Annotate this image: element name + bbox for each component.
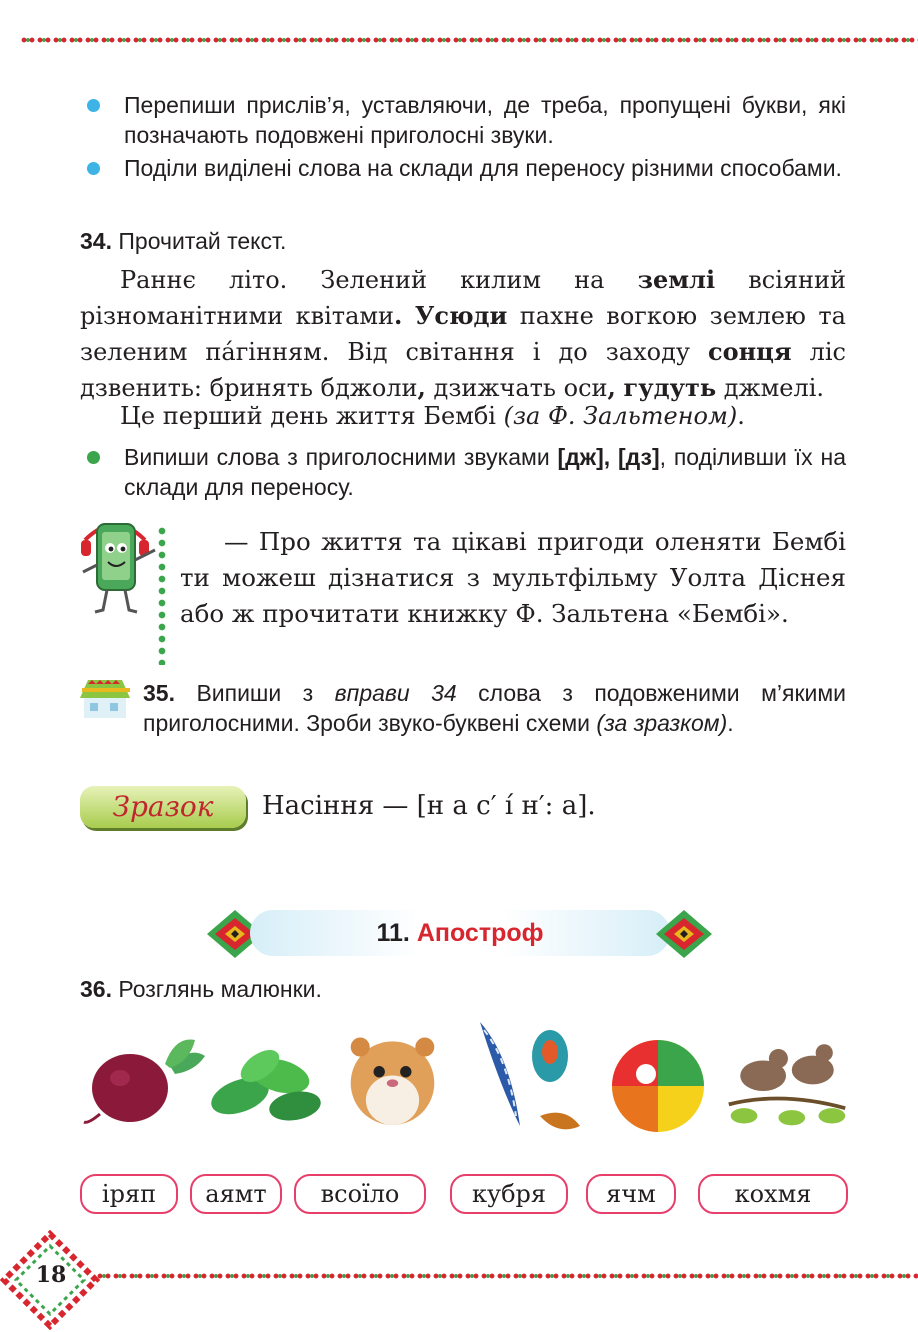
reading-text <box>80 262 846 406</box>
exercise-34-header <box>80 226 286 256</box>
top-border <box>20 36 918 44</box>
text-segment: всіяний різноманітними квітами <box>80 266 846 330</box>
section-heading <box>250 910 670 956</box>
sentence: Це перший день життя Бембі <box>120 402 504 430</box>
word-pill: іряп <box>80 1174 178 1214</box>
reading-text-end <box>120 398 846 434</box>
text-segment: пахне вогкою землею та зеленим па́гінням. Від світання і до заходу <box>80 302 846 366</box>
ball-icon <box>608 1036 708 1136</box>
task-bullet <box>80 442 846 502</box>
section-title: Апостроф <box>416 919 544 947</box>
beet-icon <box>80 1036 210 1126</box>
bullet-text: Поділи виділені слова на склади для переносу різними способами. <box>124 155 842 181</box>
text-segment <box>402 302 414 330</box>
text-segment: дзижчать оси <box>425 374 608 402</box>
exercise-reference: вправи 34 <box>334 680 457 706</box>
source-citation: (за Ф. Зальтеном) <box>503 402 738 430</box>
birds-icon <box>722 1028 852 1133</box>
word-pill: ячм <box>586 1174 676 1214</box>
bold-word: сонця <box>707 337 792 366</box>
exercise-number: 34. <box>80 228 112 254</box>
note-text: — Про життя та цікаві пригоди оленяти Бембі ти можеш дізнатися з мультфільму Уолта Діснея або ж прочитати книжку Ф. Зальтена «Бембі». <box>180 527 846 628</box>
page-number: 18 <box>35 1262 67 1288</box>
text-segment: ліс дзвенить: бринять бджоли <box>80 338 846 402</box>
phone-mascot-icon <box>75 510 161 620</box>
section-number: 11. <box>376 919 410 947</box>
task-text: Випиши слова з приголосними звуками <box>124 444 558 470</box>
exercise-36-header <box>80 974 322 1004</box>
exercise-instruction: Розглянь малюнки. <box>118 976 322 1002</box>
sentence-end: . <box>737 402 745 430</box>
exercise-number: 35. <box>143 680 175 706</box>
bullet-dot <box>87 451 100 464</box>
text-segment: Раннє літо. Зелений килим на <box>120 266 638 294</box>
exercise-35 <box>143 678 846 738</box>
sample-text: Насіння — [н а с′ і́ н′: а]. <box>262 791 596 821</box>
bullet-text <box>124 442 846 502</box>
word-pill: кубря <box>450 1174 568 1214</box>
house-icon <box>72 676 138 720</box>
bold-word: . <box>394 301 403 330</box>
exercise-text-mid: слова з подовженими м’якими приголосними. Зроби звуко-буквені схеми <box>143 680 847 736</box>
feathers-icon <box>470 1016 590 1146</box>
bold-word: гудуть <box>623 373 717 402</box>
task-text-end: , поділивши їх на склади для переносу. <box>124 444 846 500</box>
decorative-column <box>155 525 169 665</box>
sample-label: Зразок <box>80 786 246 828</box>
bullet-dot <box>87 162 100 175</box>
text-segment: джмелі. <box>716 374 825 402</box>
bullet-item <box>80 90 846 150</box>
exercise-text-end: . <box>727 710 734 736</box>
bold-word: землі <box>637 265 716 294</box>
exercise-text: Випиши з <box>196 680 335 706</box>
word-pill: всоїло <box>294 1174 426 1214</box>
word-pill: аямт <box>190 1174 282 1214</box>
bold-word: Усюди <box>414 301 508 330</box>
bullet-text: Перепиши прислів’я, уставляючи, де треба, пропущені букви, які позначають подовжені приголосні звуки. <box>124 92 846 148</box>
exercise-number: 36. <box>80 976 112 1002</box>
word-pills <box>80 1174 850 1214</box>
hamster-icon <box>345 1024 440 1129</box>
bold-word: , <box>417 373 426 402</box>
exercise-hint: (за зразком) <box>596 710 728 736</box>
sounds: [дж], [дз] <box>557 444 660 470</box>
bottom-border <box>96 1272 918 1280</box>
bullet-item <box>80 153 846 183</box>
word-pill: кохмя <box>698 1174 848 1214</box>
bold-word: , <box>607 373 616 402</box>
right-ornament-icon <box>654 908 714 960</box>
exercise-instruction: Прочитай текст. <box>118 228 287 254</box>
bullet-dot <box>87 99 100 112</box>
mint-icon <box>200 1036 330 1126</box>
